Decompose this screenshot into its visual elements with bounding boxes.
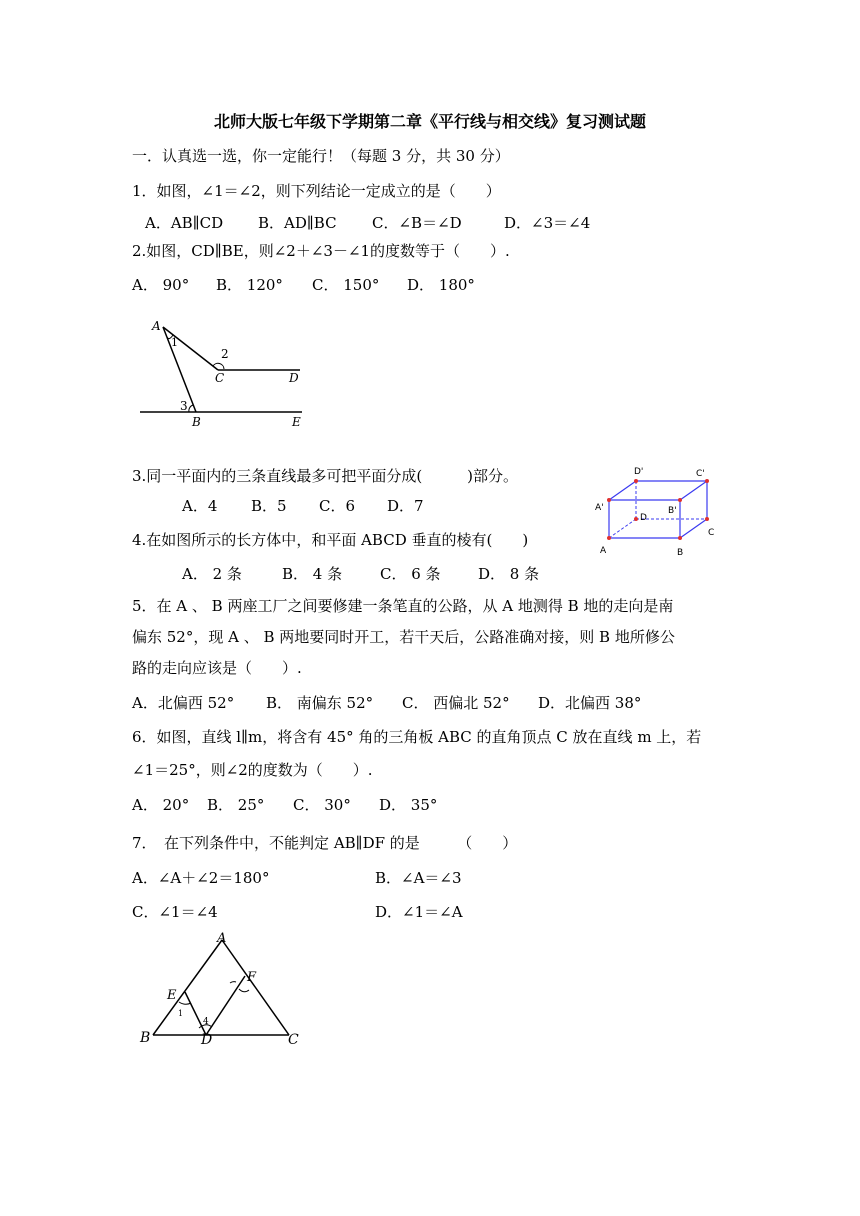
q1-stem: 1．如图，∠1＝∠2，则下列结论一定成立的是（ ） (132, 182, 501, 200)
angle-1-arc (179, 1002, 191, 1004)
q1-options (145, 213, 590, 233)
q6-option-d: D． 35° (379, 796, 438, 814)
q7-option-c: C．∠1＝∠4 (132, 903, 218, 921)
q6-line1: 6．如图，直线 l∥m，将含有 45° 角的三角板 ABC 的直角顶点 C 放在直线 m 上，若 (132, 728, 702, 746)
label-f: F (247, 970, 257, 985)
q4-option-c: C． 6 条 (380, 565, 441, 583)
label-a1: A' (595, 503, 604, 513)
q1-option-c: C．∠B＝∠D (372, 214, 462, 232)
q2-option-b: B． 120° (216, 276, 283, 294)
line-ed (185, 992, 206, 1035)
q5-option-a: A．北偏西 52° (132, 694, 235, 712)
label-a: A (152, 319, 161, 333)
q6-option-a: A． 20° (132, 796, 190, 814)
q3-option-b: B．5 (251, 497, 287, 515)
q7-figure (135, 932, 310, 1044)
label-c1: C' (696, 469, 705, 479)
label-d: D (201, 1032, 213, 1044)
q1-option-b: B．AD∥BC (258, 214, 337, 232)
q4-option-d: D． 8 条 (478, 565, 540, 583)
label-1: 1 (171, 336, 178, 349)
q6-option-b: B． 25° (207, 796, 265, 814)
label-d1: D' (634, 467, 644, 477)
label-c: C (215, 371, 225, 385)
line-ab (153, 940, 222, 1035)
label-b: B (192, 415, 201, 429)
label-a: A (217, 932, 227, 946)
q2-options (132, 275, 475, 295)
q3-option-c: C．6 (319, 497, 356, 515)
line-df (206, 976, 245, 1035)
edge-b1c1 (680, 481, 707, 500)
q6-options (132, 795, 437, 815)
label-3: 3 (180, 399, 188, 413)
label-c: C (708, 528, 715, 538)
q2-option-d: D． 180° (407, 276, 475, 294)
edge-ad-hidden (609, 519, 636, 538)
q4-option-b: B． 4 条 (282, 565, 343, 583)
label-2: 2 (221, 347, 229, 361)
q4-option-a: A． 2 条 (182, 565, 242, 583)
q7-option-d: D．∠1＝∠A (375, 903, 463, 921)
label-e: E (292, 415, 301, 429)
section-heading: 一．认真选一选，你一定能行！（每题 3 分，共 30 分） (132, 147, 510, 165)
label-d: D (289, 371, 299, 385)
q5-options (132, 693, 641, 713)
q3-option-a: A．4 (182, 497, 218, 515)
label-b: B (140, 1030, 151, 1044)
label-a: A (600, 546, 607, 556)
q3-stem: 3.同一平面内的三条直线最多可把平面分成( )部分。 (132, 467, 519, 485)
label-e: E (167, 988, 177, 1003)
edge-a1d1 (609, 481, 636, 500)
q4-stem: 4.在如图所示的长方体中，和平面 ABCD 垂直的棱有( ) (132, 531, 529, 549)
cuboid-figure (592, 462, 722, 562)
angle-f-arc (239, 989, 249, 992)
q5-option-b: B． 南偏东 52° (266, 694, 374, 712)
angle-a-arc (230, 982, 236, 983)
label-c: C (288, 1032, 299, 1044)
q6-option-c: C． 30° (293, 796, 351, 814)
q5-line1: 5．在 A 、 B 两座工厂之间要修建一条笔直的公路，从 A 地测得 B 地的走向是南 (132, 597, 674, 615)
q5-option-c: C． 西偏北 52° (402, 694, 510, 712)
label-b1: B' (668, 506, 677, 516)
q5-line3: 路的走向应该是（ ）. (132, 659, 302, 677)
edge-bc (680, 519, 707, 538)
q1-option-a: A．AB∥CD (145, 214, 224, 232)
q2-stem: 2.如图，CD∥BE，则∠2＋∠3－∠1的度数等于（ ）. (132, 242, 510, 260)
q3-option-d: D．7 (387, 497, 424, 515)
q7-option-b: B．∠A＝∠3 (375, 869, 462, 887)
q2-figure (135, 315, 315, 430)
page-title: 北师大版七年级下学期第二章《平行线与相交线》复习测试题 (213, 112, 646, 131)
label-b: B (677, 548, 684, 558)
q1-option-d: D．∠3＝∠4 (504, 214, 591, 232)
q7-stem: 7． 在下列条件中，不能判定 AB∥DF 的是 （ ） (132, 834, 518, 852)
q7-options-row2 (132, 902, 463, 922)
line-ac (222, 940, 289, 1035)
q6-line2: ∠1＝25°，则∠2的度数为（ ）. (132, 761, 373, 779)
q5-line2: 偏东 52°，现 A 、 B 两地要同时开工，若干天后，公路准确对接，则 B 地所修公 (132, 628, 675, 646)
q2-option-a: A． 90° (132, 276, 190, 294)
label-1: 1 (178, 1009, 184, 1018)
label-4: 4 (203, 1017, 209, 1027)
q3-options (182, 496, 424, 516)
q2-option-c: C． 150° (312, 276, 380, 294)
q4-options (182, 564, 539, 584)
label-d: D (640, 513, 647, 523)
q7-option-a: A．∠A＋∠2＝180° (132, 869, 270, 887)
q7-options-row1 (132, 868, 462, 888)
q5-option-d: D．北偏西 38° (538, 694, 642, 712)
angle-3-arc (189, 405, 193, 412)
